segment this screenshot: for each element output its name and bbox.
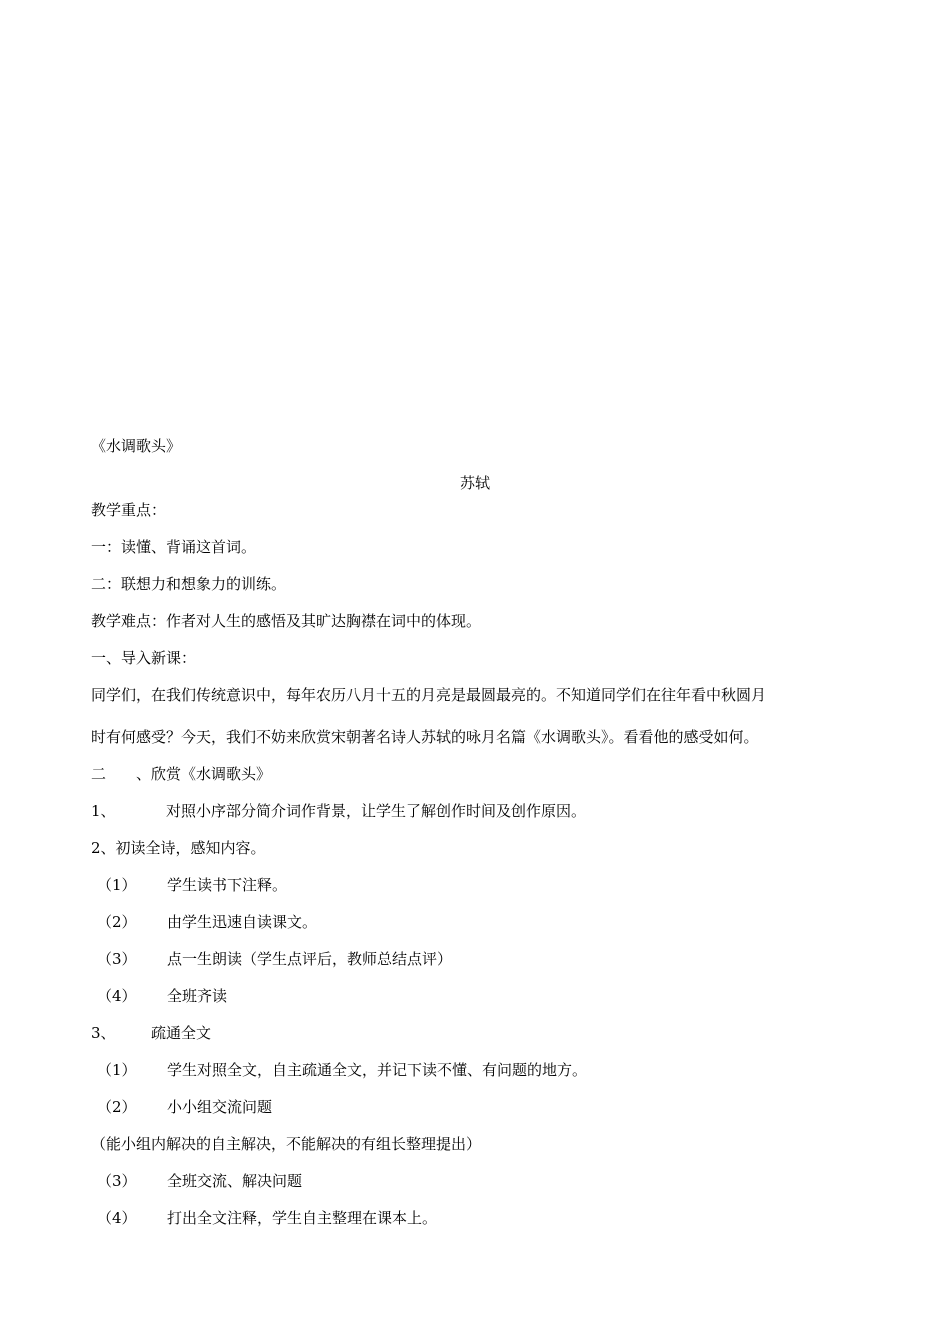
list-item bbox=[97, 1208, 437, 1228]
item-number: （4） bbox=[97, 1209, 137, 1227]
list-item bbox=[97, 986, 227, 1006]
focus-item-1: 一：读懂、背诵这首词。 bbox=[91, 538, 257, 556]
item-text: 打出全文注释，学生自主整理在课本上。 bbox=[167, 1209, 438, 1227]
list-item bbox=[97, 1171, 302, 1191]
doc-title: 《水调歌头》 bbox=[91, 437, 182, 455]
list-item bbox=[97, 875, 287, 895]
step-2: 2、初读全诗，感知内容。 bbox=[91, 839, 266, 857]
item-number: （3） bbox=[97, 950, 137, 968]
item-text: 由学生迅速自读课文。 bbox=[167, 913, 318, 931]
item-text: 学生对照全文，自主疏通全文，并记下读不懂、有问题的地方。 bbox=[167, 1061, 588, 1079]
item-number: （2） bbox=[97, 913, 137, 931]
item-number: （2） bbox=[97, 1098, 137, 1116]
list-item bbox=[97, 949, 452, 969]
item-number: （4） bbox=[97, 987, 137, 1005]
item-text: 小小组交流问题 bbox=[167, 1098, 273, 1116]
list-item bbox=[97, 1060, 587, 1080]
section-heading-1: 一、导入新课： bbox=[91, 649, 197, 667]
step-number: 1、 bbox=[91, 802, 116, 820]
intro-paragraph-line-2: 时有何感受？今天，我们不妨来欣赏宋朝著名诗人苏轼的咏月名篇《水调歌头》。看看他的感受如何。 bbox=[91, 728, 759, 746]
step-number: 3、 bbox=[91, 1024, 116, 1042]
focus-item-2: 二：联想力和想象力的训练。 bbox=[91, 575, 287, 593]
item-number: （1） bbox=[97, 1061, 137, 1079]
focus-heading: 教学重点： bbox=[91, 501, 167, 519]
intro-paragraph-line-1: 同学们，在我们传统意识中，每年农历八月十五的月亮是最圆最亮的。不知道同学们在往年看中秋圆月 bbox=[91, 686, 767, 704]
step-3-note: （能小组内解决的自主解决，不能解决的有组长整理提出） bbox=[91, 1135, 482, 1153]
item-text: 全班齐读 bbox=[167, 987, 228, 1005]
item-number: （1） bbox=[97, 876, 137, 894]
list-item bbox=[97, 1097, 272, 1117]
item-text: 学生读书下注释。 bbox=[167, 876, 288, 894]
item-text: 点一生朗读（学生点评后，教师总结点评） bbox=[167, 950, 453, 968]
difficulty: 教学难点：作者对人生的感悟及其旷达胸襟在词中的体现。 bbox=[91, 612, 482, 630]
step-1 bbox=[91, 801, 586, 821]
item-number: （3） bbox=[97, 1172, 137, 1190]
step-3 bbox=[91, 1023, 211, 1043]
section-heading-2: 二 、欣赏《水调歌头》 bbox=[91, 765, 272, 783]
item-text: 全班交流、解决问题 bbox=[167, 1172, 303, 1190]
doc-author: 苏轼 bbox=[459, 474, 490, 492]
step-text: 对照小序部分简介词作背景，让学生了解创作时间及创作原因。 bbox=[166, 802, 587, 820]
step-text: 疏通全文 bbox=[151, 1024, 212, 1042]
list-item bbox=[97, 912, 317, 932]
